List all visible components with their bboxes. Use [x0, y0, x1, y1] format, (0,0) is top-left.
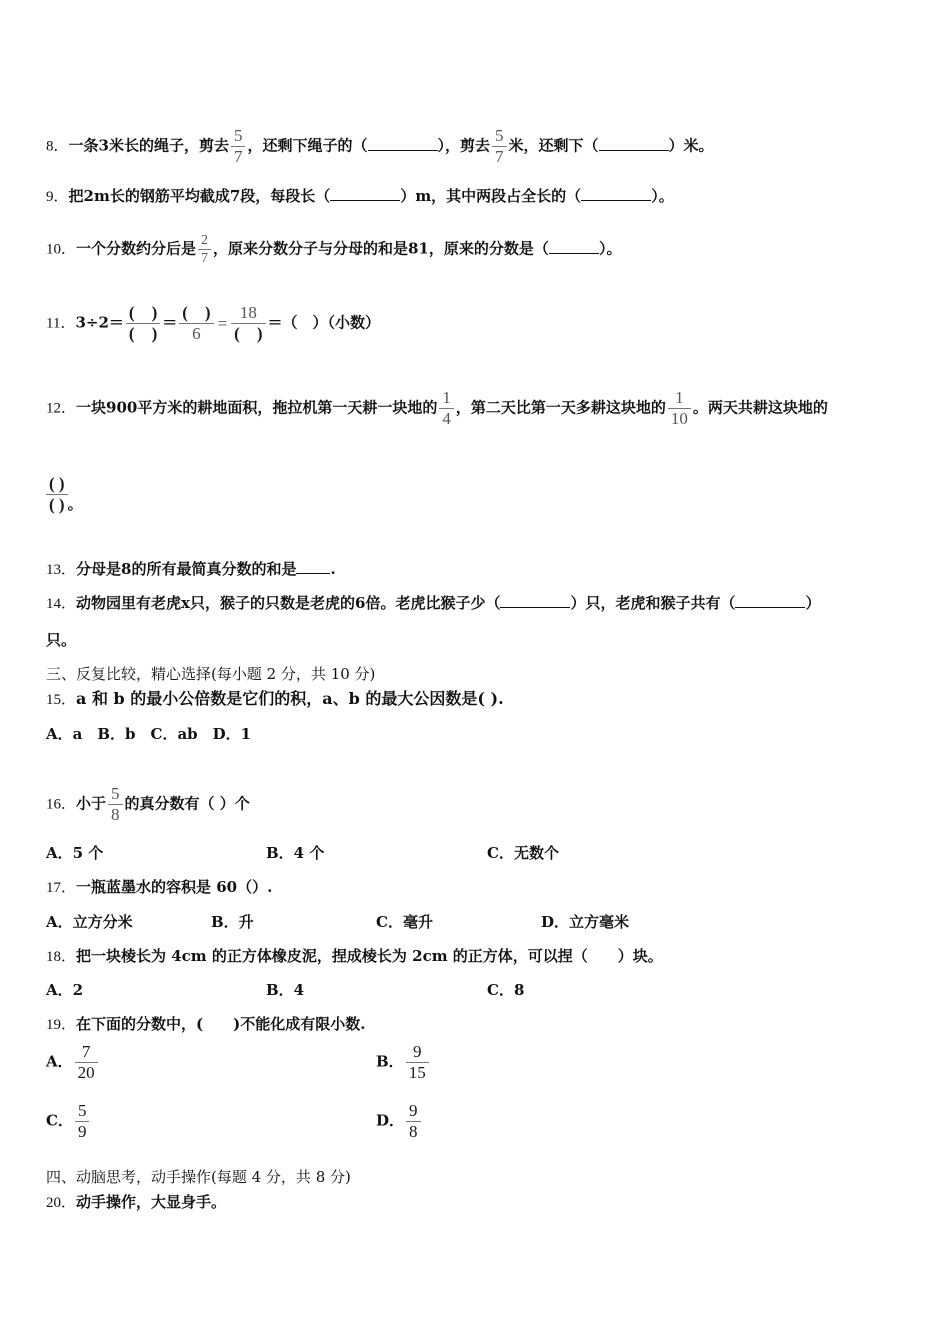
- fraction-blank[interactable]: $\frac{18}{( )}$: [231, 303, 265, 344]
- question-14: 14．动物园里有老虎x只，猴子的只数是老虎的6倍。老虎比猴子少（ ）只，老虎和猴子共有（ ）: [46, 594, 821, 612]
- question-13: 13．分母是8的所有最简真分数的和是 .: [46, 560, 336, 578]
- fraction-blank[interactable]: $\frac{( )}{6}$: [179, 303, 213, 344]
- answer-blank[interactable]: [581, 186, 651, 201]
- fraction: $\frac{9}{8}$: [406, 1101, 421, 1142]
- fraction-blank[interactable]: $\frac{( )}{( )}$: [126, 303, 160, 344]
- question-number: 8．: [46, 138, 69, 155]
- option-a[interactable]: A．5 个: [46, 844, 104, 862]
- fraction-blank[interactable]: $\frac{( )}{( )}$: [46, 474, 68, 515]
- question-number: 19．: [46, 1017, 77, 1033]
- fraction: $\frac{5}{7}$: [492, 126, 507, 167]
- question-19: 19．在下面的分数中，( )不能化成有限小数.: [46, 1015, 366, 1033]
- question-number: 13．: [46, 562, 77, 578]
- question-8: 8．一条3米长的绳子，剪去 $\frac{5}{7}$ ，还剩下绳子的（ ），剪去 $\frac{5}{7}$ 米，还剩下（ ）米。: [46, 126, 714, 166]
- question-17: 17．一瓶蓝墨水的容积是 60（）.: [46, 878, 273, 896]
- question-18: 18．把一块棱长为 4cm 的正方体橡皮泥，捏成棱长为 2cm 的正方体，可以捏（ ）块。: [46, 947, 663, 965]
- fraction: $\frac{1}{10}$: [668, 388, 691, 429]
- question-number: 11．: [46, 315, 76, 332]
- question-number: 16．: [46, 796, 77, 813]
- option-b[interactable]: B．升: [211, 913, 254, 931]
- option-c[interactable]: C．无数个: [487, 844, 559, 862]
- option-a[interactable]: A．2: [46, 981, 84, 999]
- question-number: 20．: [46, 1195, 77, 1211]
- option-a[interactable]: A． $\frac{7}{20}$: [46, 1042, 100, 1083]
- option-d[interactable]: D． $\frac{9}{8}$: [376, 1101, 423, 1142]
- answer-blank[interactable]: [330, 186, 400, 201]
- fraction: $\frac{2}{7}$: [198, 232, 211, 267]
- question-20: 20．动手操作，大显身手。: [46, 1193, 227, 1211]
- answer-blank[interactable]: [368, 136, 438, 151]
- option-b[interactable]: B． $\frac{9}{15}$: [376, 1042, 431, 1083]
- question-number: 12．: [46, 400, 77, 417]
- question-number: 9．: [46, 189, 69, 205]
- question-14-continued: 只。: [46, 631, 77, 649]
- fraction: $\frac{9}{15}$: [406, 1042, 429, 1083]
- option-c[interactable]: C． $\frac{5}{9}$: [46, 1101, 91, 1142]
- answer-blank[interactable]: [599, 136, 669, 151]
- fraction: $\frac{7}{20}$: [75, 1042, 98, 1083]
- question-9: 9．把2m长的钢筋平均截成7段，每段长（ ）m，其中两段占全长的（ ）。: [46, 187, 674, 205]
- option-c[interactable]: C．8: [487, 981, 525, 999]
- question-number: 18．: [46, 949, 77, 965]
- section-heading-4: 四、动脑思考，动手操作(每题 4 分，共 8 分): [46, 1168, 351, 1186]
- question-number: 17．: [46, 880, 77, 896]
- fraction: $\frac{5}{9}$: [75, 1101, 90, 1142]
- question-11: 11．3÷2＝ $\frac{( )}{( )}$ ＝ $\frac{( )}{6}$ = $\frac{18}{( )}$ ＝（ ）（小数）: [46, 303, 381, 343]
- fraction: $\frac{5}{8}$: [108, 784, 123, 825]
- question-12: 12．一块900平方米的耕地面积，拖拉机第一天耕一块地的 $\frac{1}{4}$ ，第二天比第一天多耕这块地的 $\frac{1}{10}$ 。两天共耕这块地的: [46, 388, 828, 428]
- option-b[interactable]: B．4 个: [266, 844, 325, 862]
- fraction: $\frac{1}{4}$: [439, 388, 454, 429]
- question-number: 14．: [46, 596, 77, 612]
- option-d[interactable]: D．立方毫米: [541, 913, 630, 931]
- option-c[interactable]: C．毫升: [376, 913, 433, 931]
- answer-blank[interactable]: [549, 239, 599, 254]
- question-10: 10．一个分数约分后是 $\frac{2}{7}$ ，原来分数分子与分母的和是81，原来的分数是（ ）。: [46, 233, 622, 266]
- fraction: $\frac{5}{7}$: [231, 126, 246, 167]
- question-number: 15．: [46, 692, 77, 708]
- answer-blank[interactable]: [500, 593, 570, 608]
- option-a[interactable]: A．立方分米: [46, 913, 133, 931]
- answer-blank[interactable]: [296, 559, 330, 574]
- question-15: 15．a 和 b 的最小公倍数是它们的积，a、b 的最大公因数是( ).: [46, 689, 504, 708]
- question-number: 10．: [46, 241, 77, 258]
- question-16: 16．小于 $\frac{5}{8}$ 的真分数有（ ）个: [46, 784, 250, 824]
- question-15-options[interactable]: A．a B．b C．ab D．1: [46, 725, 252, 743]
- option-b[interactable]: B．4: [266, 981, 305, 999]
- section-heading-3: 三、反复比较，精心选择(每小题 2 分，共 10 分): [46, 665, 376, 683]
- question-12-answer: $\frac{( )}{( )}$ 。: [46, 474, 83, 515]
- answer-blank[interactable]: [735, 593, 805, 608]
